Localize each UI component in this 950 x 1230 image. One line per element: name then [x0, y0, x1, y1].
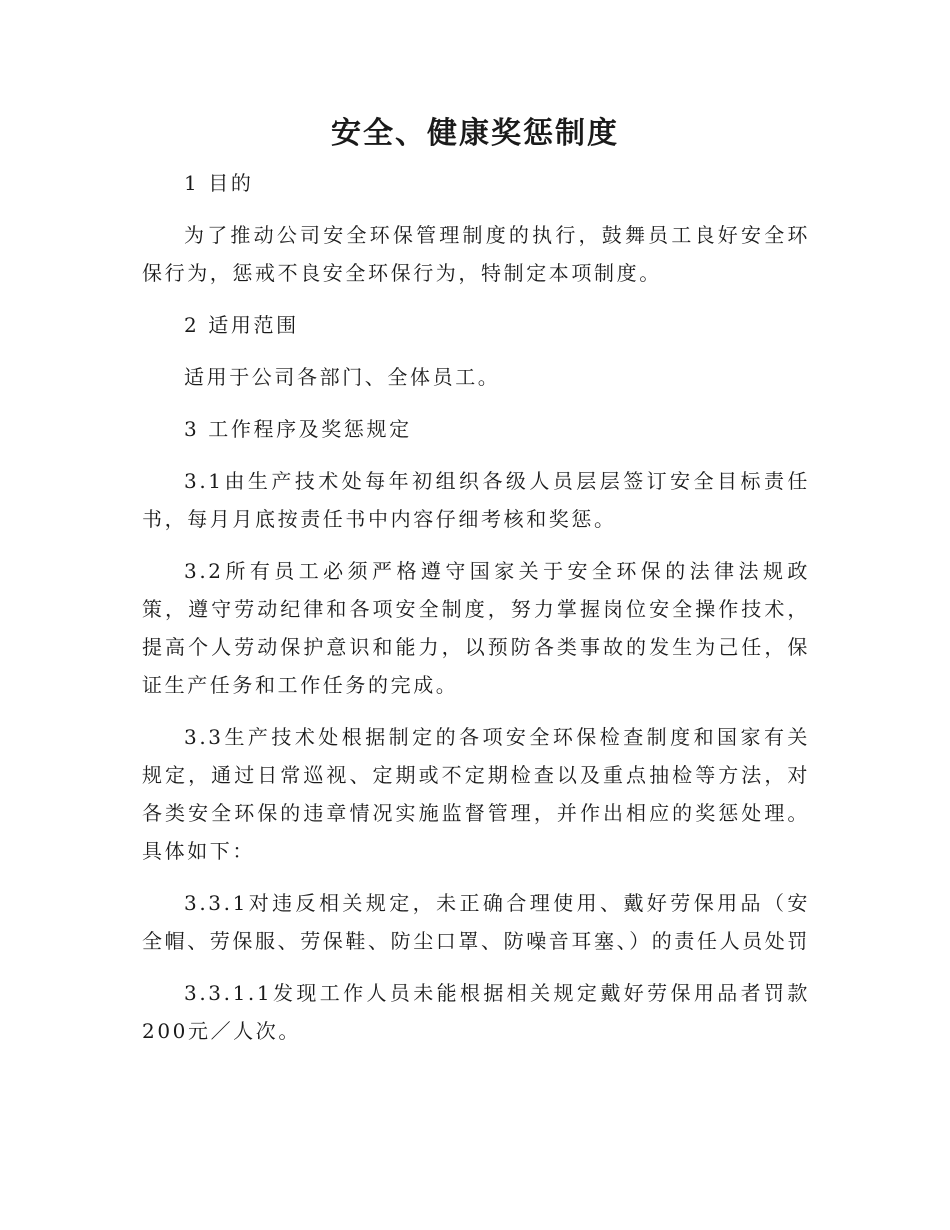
section-heading-procedures: 3 工作程序及奖惩规定 — [184, 417, 412, 441]
paragraph-3-2: 3.2所有员工必须严格遵守国家关于安全环保的法律法规政策，遵守劳动纪律和各项安全制度，努力掌握岗位安全操作技术，提高个人劳动保护意识和能力，以预防各类事故的发生为己任，保证生产任务和工作任务的完成。 — [142, 559, 810, 697]
paragraph-purpose: 为了推动公司安全环保管理制度的执行，鼓舞员工良好安全环保行为，惩戒不良安全环保行为，特制定本项制度。 — [142, 223, 810, 285]
paragraph-3-1: 3.1由生产技术处每年初组织各级人员层层签订安全目标责任书，每月月底按责任书中内容仔细考核和奖惩。 — [142, 469, 810, 531]
paragraph-3-3: 3.3生产技术处根据制定的各项安全环保检查制度和国家有关规定，通过日常巡视、定期或不定期检查以及重点抽检等方法，对各类安全环保的违章情况实施监督管理，并作出相应的奖惩处理。具体如下： — [142, 725, 810, 863]
paragraph-3-3-1: 3.3.1对违反相关规定，未正确合理使用、戴好劳保用品（安全帽、劳保服、劳保鞋、防尘口罩、防噪音耳塞、）的责任人员处罚 — [142, 891, 810, 953]
document-title: 安全、健康奖惩制度 — [331, 116, 619, 151]
document-body — [142, 164, 810, 1064]
section-heading-purpose: 1 目的 — [184, 171, 254, 195]
paragraph-scope: 适用于公司各部门、全体员工。 — [184, 365, 501, 389]
section-heading-scope: 2 适用范围 — [184, 313, 299, 337]
paragraph-3-3-1-1: 3.3.1.1发现工作人员未能根据相关规定戴好劳保用品者罚款200元／人次。 — [142, 981, 810, 1043]
